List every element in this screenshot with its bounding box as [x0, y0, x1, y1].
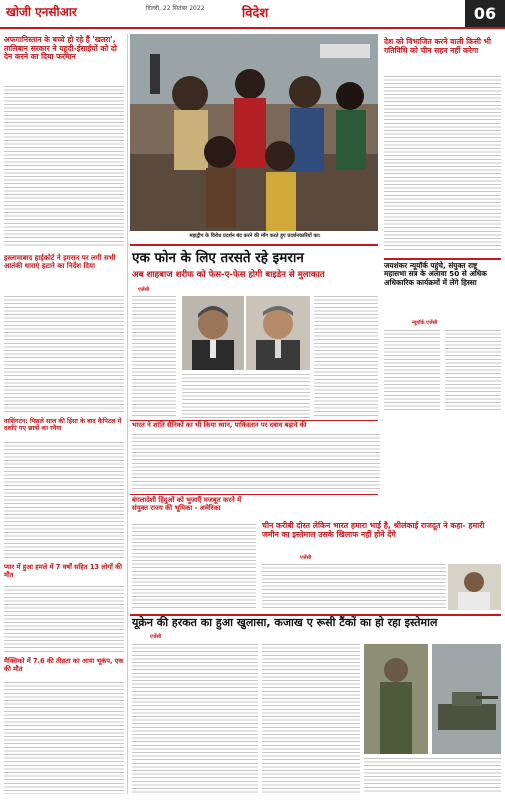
imran-photo: [182, 296, 244, 370]
jaishankar-headline: जयशंकर न्यूयॉर्क पहुंचे, संयुक्त राष्ट्र महासभा सत्र के अलावा 50 से अधिक अधिकारिक कार्यक्रमों में लेंगे हिस्सा: [384, 261, 487, 287]
dateline: दिल्ली, 22 सितंबर 2022: [146, 5, 205, 12]
page-number: 06: [465, 0, 505, 27]
islamabad-headline: इस्लामाबाद हाईकोर्ट ने इमरान पर लगी सभी आतंकी धाराएं हटाने का निर्देश दिया: [4, 254, 116, 271]
china-body: [384, 76, 501, 251]
afghan-headline: अफगानिस्तान के बच्चे हो रहे हैं 'खतरा', तालिबान सरकार ने यहूदी-ईसाईयों को दो देन करने का दिया फरमान: [4, 35, 117, 62]
jaishankar-story: [384, 262, 501, 412]
protest-photo: [130, 34, 378, 231]
washington-body: [4, 442, 124, 558]
bangladesh-body: [132, 524, 256, 608]
soldier-photo: [364, 644, 428, 754]
ukraine-headline: यूक्रेन की हरकत का हुआ खुलासा, कजाख ए रूसी टैंकों का हो रहा इस्तेमाल: [132, 616, 438, 629]
afghan-body: [4, 86, 124, 248]
border-headline: चीन करीबी दोस्त लेकिन भारत हमारा भाई है, श्रीलंकाई राजदूत ने कहा- हमारी जमीन का इस्तेमाल उसके खिलाफ नहीं होने देंगे: [262, 521, 485, 539]
jaishankar-body: [445, 330, 501, 410]
ambassador-photo-art: [448, 564, 501, 610]
soldier-photo-art: [364, 644, 428, 754]
column-divider: [127, 34, 128, 794]
border-body: [262, 564, 446, 608]
photo-caption: महाद्वीप के विरोध प्रदर्शन बंद करने की माँग करते हुए प्रदर्शनकारियों का।: [189, 233, 321, 239]
imran-headline: एक फोन के लिए तरसते रहे इमरान: [132, 250, 304, 266]
imran-body: [314, 296, 378, 418]
mexico-body: [4, 682, 124, 794]
section-title: विदेश: [241, 6, 269, 21]
bangladesh-headline: बंगलादेशी हिंदुओं को भुजाएँ मजबूत करने में संयुक्त राज्य की भूमिका - अमेरिका: [132, 496, 242, 512]
protest-photo-art: [130, 34, 378, 231]
islamabad-body: [4, 296, 124, 412]
bharat-pak-headline: भारत ने शांति सैनिकों का भी किया ध्यान, पाकिस्तान पर दबाव बढ़ाने की: [132, 421, 307, 429]
ambassador-photo: [448, 564, 501, 610]
border-byline: एजेंसी: [300, 555, 312, 561]
tank-photo-art: [432, 644, 501, 754]
mexico-headline: मैक्सिको में 7.6 की तीव्रता का आया भूकंप, एक की मौत: [4, 657, 124, 673]
jaishankar-body: [384, 330, 440, 410]
china-headline: देश को विभाजित करने वाली किसी भी गतिविधि को चीन सहन नहीं करेगा: [384, 37, 491, 55]
tank-photo: [432, 644, 501, 754]
jaishankar-byline: न्यूयॉर्क एजेंसी: [412, 320, 438, 326]
imran-subhead: अब शाहबाज शरीफ को फेस-ए-फेस होगी बाइडेन से मुलाकात: [132, 270, 325, 280]
ukraine-body: [132, 644, 258, 794]
washington-headline: वाशिंगटन: पिछले साल की हिंसा के बाद कैपिटल में दर्शाएं गए छात्रों का रवैया: [4, 418, 122, 433]
ukraine-body: [364, 758, 501, 794]
ukraine-byline: एजेंसी: [150, 634, 162, 640]
divider: [384, 258, 501, 260]
ukraine-body: [262, 644, 360, 794]
shahbaz-photo-art: [246, 296, 310, 370]
imran-body: [132, 296, 176, 418]
imran-body: [182, 374, 310, 418]
imran-photo-art: [182, 296, 244, 370]
pyaar-body: [4, 586, 124, 652]
shahbaz-photo: [246, 296, 310, 370]
brand-logo: खोजी एनसीआर: [6, 5, 77, 19]
bharat-pak-body: [132, 434, 380, 492]
divider: [130, 244, 378, 246]
china-story: [384, 36, 501, 254]
pyaar-headline: प्यार में हुआ हमले में 7 वर्षों सहित 13 लोगों की मौत: [4, 563, 122, 579]
imran-byline: एजेंसी: [138, 287, 150, 293]
left-column: [4, 34, 124, 800]
masthead: [0, 0, 505, 27]
masthead-rule: [0, 27, 505, 29]
divider: [130, 494, 378, 495]
